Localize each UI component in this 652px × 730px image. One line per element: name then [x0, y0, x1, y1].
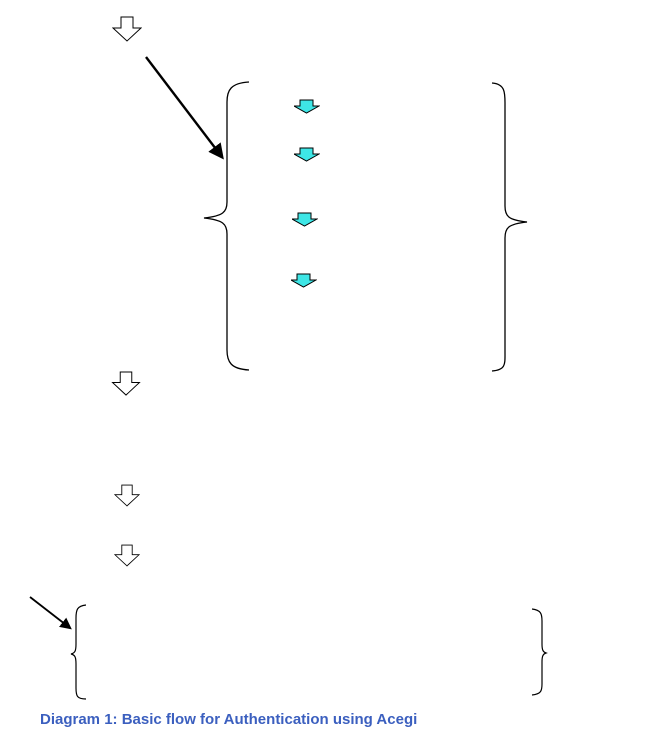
right-curly-brace — [490, 80, 530, 374]
down-block-arrow-icon — [111, 371, 141, 396]
diagram-caption: Diagram 1: Basic flow for Authentication using Acegi — [40, 711, 418, 728]
down-block-arrow-icon — [114, 544, 140, 567]
right-curly-brace-small — [530, 608, 548, 696]
cyan-down-arrow-icon — [294, 147, 320, 162]
cyan-down-arrow-icon — [294, 99, 320, 114]
down-block-arrow-icon — [114, 484, 140, 507]
cyan-down-arrow-icon — [291, 273, 317, 288]
down-block-arrow-icon — [112, 16, 142, 42]
left-curly-brace-small — [70, 604, 88, 700]
cyan-down-arrow-icon — [292, 212, 318, 227]
steps-box — [240, 82, 492, 362]
